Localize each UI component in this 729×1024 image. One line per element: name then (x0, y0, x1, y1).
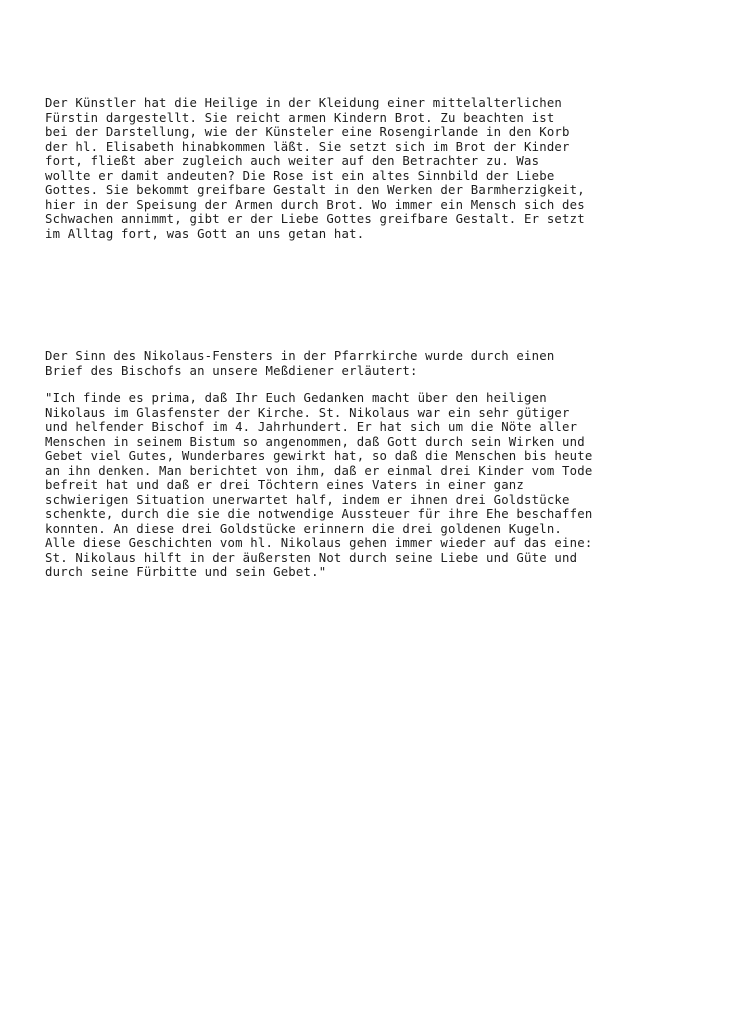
paragraph-elisabeth-window: Der Künstler hat die Heilige in der Kleidung einer mittelalterlichen Fürstin dargestellt. Sie reicht armen Kindern Brot. Zu beachten ist bei der Darstellung, wie der Künsteler eine Rosengirlande in den Korb der hl. Elisabeth hinabkommen läßt. Sie setzt sich im Brot der Kinder fort, fließt aber zugleich auch weiter auf den Betrachter zu. Was wollte er damit andeuten? Die Rose ist ein altes Sinnbild der Liebe Gottes. Sie bekommt greifbare Gestalt in den Werken der Barmherzigkeit, hier in der Speisung der Armen durch Brot. Wo immer ein Mensch sich des Schwachen annimmt, gibt er der Liebe Gottes greifbare Gestalt. Er setzt im Alltag fort, was Gott an uns getan hat. (45, 96, 585, 241)
paragraph-bishop-letter-quote: "Ich finde es prima, daß Ihr Euch Gedanken macht über den heiligen Nikolaus im Glasfenster der Kirche. St. Nikolaus war ein sehr gütiger und helfender Bischof im 4. Jahrhundert. Er hat sich um die Nöte aller Menschen in seinem Bistum so angenommen, daß Gott durch sein Wirken und Gebet viel Gutes, Wunderbares gewirkt hat, so daß die Menschen bis heute an ihn denken. Man berichtet von ihm, daß er einmal drei Kinder vom Tode befreit hat und daß er drei Töchtern eines Vaters in einer ganz schwierigen Situation unerwartet half, indem er ihnen drei Goldstücke schenkte, durch die sie die notwendige Aussteuer für ihre Ehe beschaffen konnten. An diese drei Goldstücke erinnern die drei goldenen Kugeln. Alle diese Geschichten vom hl. Nikolaus gehen immer wieder auf das eine: St. Nikolaus hilft in der äußersten Not durch seine Liebe und Güte und durch seine Fürbitte und sein Gebet." (45, 391, 593, 579)
paragraph-nikolaus-intro: Der Sinn des Nikolaus-Fensters in der Pfarrkirche wurde durch einen Brief des Bischofs an unsere Meßdiener erläutert: (45, 349, 555, 378)
